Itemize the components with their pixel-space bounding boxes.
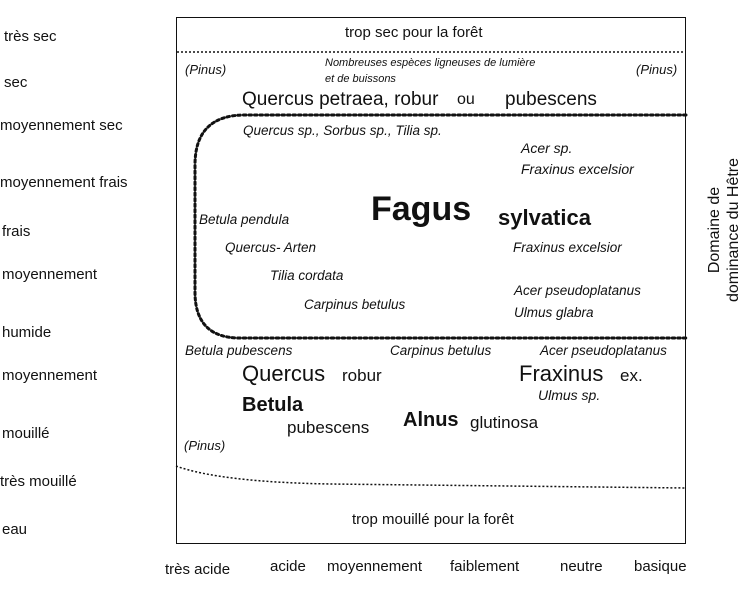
y-level-sec: sec (4, 74, 28, 91)
beech-domain-label-line1: Domaine de (706, 186, 723, 274)
y-level-moyennement-1: moyennement (2, 266, 98, 283)
species-alnus: Alnus (403, 409, 459, 431)
species-pubescens-top: pubescens (505, 89, 597, 110)
species-carpinus-betulus-1: Carpinus betulus (304, 297, 406, 312)
y-level-frais: frais (2, 223, 31, 240)
species-pinus-bottom: (Pinus) (184, 438, 226, 453)
y-level-eau: eau (2, 521, 28, 538)
species-acer-pseudoplatanus-2: Acer pseudoplatanus (540, 343, 667, 358)
y-level-mouille: mouillé (2, 425, 50, 442)
x-level-tres-acide: très acide (165, 561, 231, 578)
light-species-line1: Nombreuses espèces ligneuses de lumière (325, 57, 536, 69)
y-level-tres-mouille: très mouillé (0, 473, 77, 490)
y-level-moyennement-sec: moyennement sec (0, 117, 123, 134)
species-fraxinus-ex: ex. (620, 366, 643, 385)
beech-domain-label (700, 140, 748, 320)
species-quercus-petraea-robur: Quercus petraea, robur (242, 89, 439, 110)
species-sylvatica: sylvatica (498, 205, 591, 230)
light-species-line2: et de buissons (325, 73, 396, 85)
y-level-moyennement-2: moyennement (2, 367, 98, 384)
species-quercus-arten: Quercus- Arten (225, 240, 317, 255)
y-level-moyennement-frais: moyennement frais (0, 174, 128, 191)
species-fraxinus-excelsior-2: Fraxinus excelsior (513, 240, 622, 255)
wet-limit-line (176, 466, 686, 488)
species-tilia-cordata: Tilia cordata (270, 268, 344, 283)
beech-domain-label-line2: dominance du Hêtre (725, 157, 742, 303)
species-fraxinus-big: Fraxinus (519, 361, 604, 386)
zone-too-dry: trop sec pour la forêt (345, 24, 483, 41)
x-level-faiblement: faiblement (450, 558, 520, 575)
species-pubescens-bottom: pubescens (287, 418, 370, 437)
species-robur: robur (342, 366, 382, 385)
species-acer-pseudoplatanus-1: Acer pseudoplatanus (514, 283, 641, 298)
y-level-humide: humide (2, 324, 52, 341)
species-quercus-big: Quercus (242, 361, 326, 386)
x-level-basique: basique (634, 558, 687, 575)
species-fagus: Fagus (371, 190, 472, 228)
species-pinus-right: (Pinus) (636, 62, 678, 77)
species-betula-big: Betula (242, 394, 304, 416)
species-ulmus-sp: Ulmus sp. (538, 387, 601, 403)
species-acer-sp: Acer sp. (521, 140, 573, 156)
species-betula-pubescens: Betula pubescens (185, 343, 293, 358)
species-glutinosa: glutinosa (470, 413, 539, 432)
species-fraxinus-excelsior-1: Fraxinus excelsior (521, 161, 634, 177)
species-quercus-sorbus-tilia: Quercus sp., Sorbus sp., Tilia sp. (243, 123, 442, 138)
x-level-moyennement: moyennement (327, 558, 423, 575)
zone-too-wet: trop mouillé pour la forêt (352, 511, 514, 528)
word-ou: ou (457, 91, 475, 108)
x-level-neutre: neutre (560, 558, 603, 575)
species-ulmus-glabra: Ulmus glabra (514, 305, 594, 320)
species-carpinus-betulus-2: Carpinus betulus (390, 343, 492, 358)
species-pinus-left: (Pinus) (185, 62, 227, 77)
x-level-acide: acide (270, 558, 306, 575)
species-betula-pendula: Betula pendula (199, 212, 290, 227)
y-level-tres-sec: très sec (4, 28, 57, 45)
